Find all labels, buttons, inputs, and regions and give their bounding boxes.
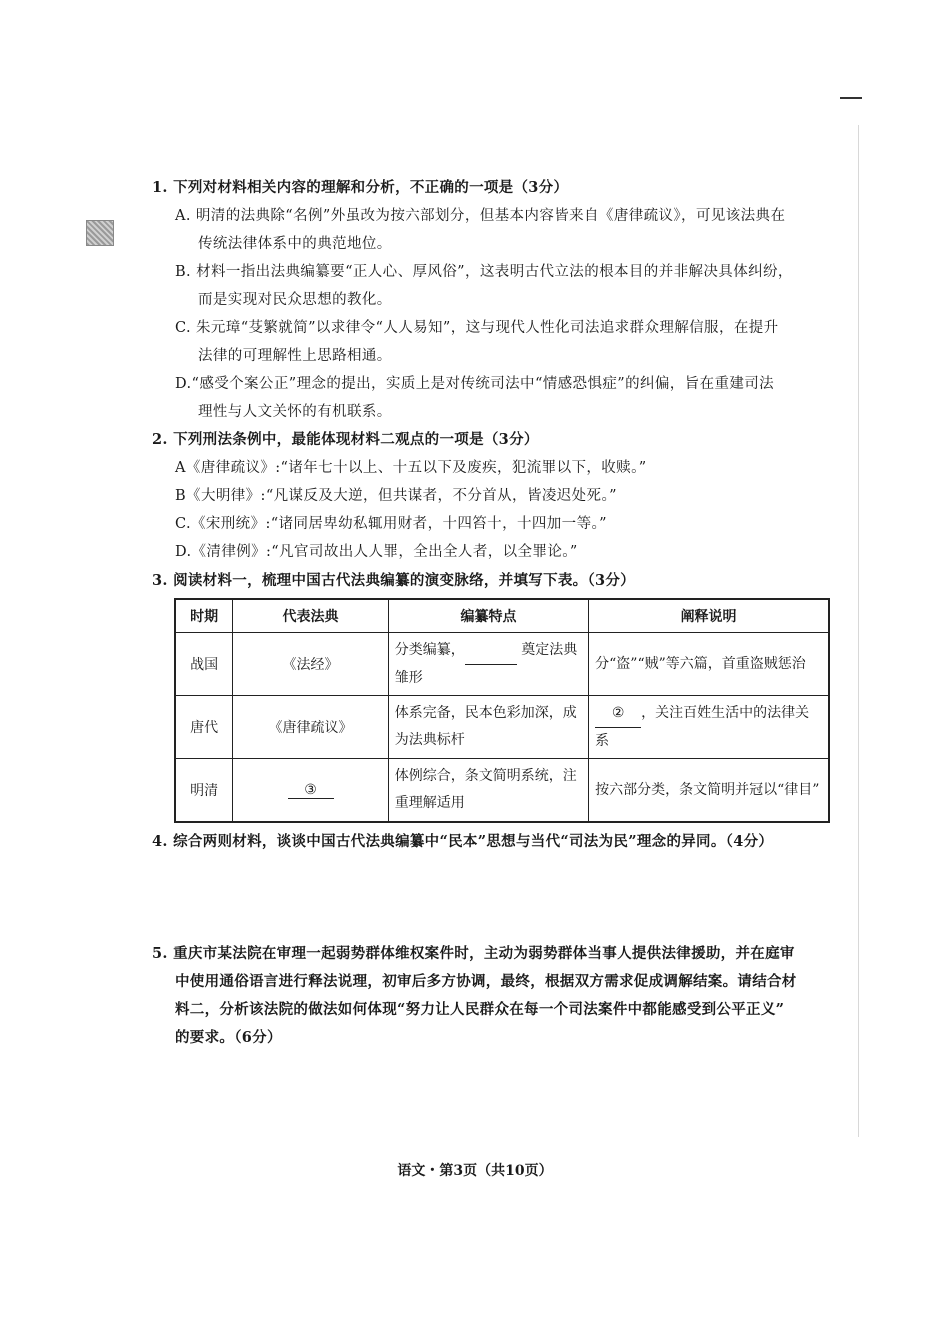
table-header-cell: 编纂特点 [388,599,588,633]
explain-text: ，关注百姓生活中的法律关系 [595,704,810,749]
q1-option-c-line1: C. 朱元璋“芟繁就简”以求律令“人人易知”，这与现代人性化司法追求群众理解信服，在提升 [175,320,779,336]
q1-option-b-line1: B. 材料一指出法典编纂要“正人心、厚风俗”，这表明古代立法的根本目的并非解决具体纠纷， [175,264,793,280]
page-footer: 语文・第3页（共10页） [397,1163,553,1179]
q1-option-b-line2: 而是实现对民众思想的教化。 [198,292,392,308]
q1-option-a-line1: A. 明清的法典除“名例”外虽改为按六部划分，但基本内容皆来自《唐律疏议》，可见该法典在 [175,208,786,224]
feature-cell: 体系完备，民本色彩加深，成为法典标杆 [388,696,588,759]
question-2-stem: 2. 下列刑法条例中，最能体现材料二观点的一项是（3分） [152,431,539,448]
q1-option-c-line2: 法律的可理解性上思路相通。 [198,348,392,364]
code-cell: 《法经》 [233,633,388,696]
q1-option-d-line1: D.“感受个案公正”理念的提出，实质上是对传统司法中“情感恐惧症”的纠偏，旨在重建司法 [175,376,775,392]
explain-cell: 按六部分类，条文简明并冠以“律目” [589,759,829,823]
question-5-line2: 中使用通俗语言进行释法说理，初审后多方协调，最终，根据双方需求促成调解结案。请结合材 [175,973,797,990]
question-5-line1: 5. 重庆市某法院在审理一起弱势群体维权案件时，主动为弱势群体当事人提供法律援助，并在庭审 [152,945,795,962]
table-header-row [175,599,829,633]
corner-crop-mark [840,97,862,99]
question-3-stem: 3. 阅读材料一，梳理中国古代法典编纂的演变脉络，并填写下表。（3分） [152,572,636,589]
explain-cell: 分“盗”“贼”等六篇，首重盗贼惩治 [589,633,829,696]
question-1-stem: 1. 下列对材料相关内容的理解和分析，不正确的一项是（3分） [152,179,569,196]
q1-option-d-line2: 理性与人文关怀的有机联系。 [198,404,392,420]
q2-option-c: C.《宋刑统》:“诸同居卑幼私辄用财者，十四笞十，十四加一等。” [175,516,607,532]
table-row [175,696,829,759]
answer-blank-3: ③ [288,782,334,799]
feature-cell [388,633,588,696]
period-cell: 战国 [175,633,233,696]
feature-text: 分类编纂， [394,641,465,658]
scan-stamp-icon [86,220,114,246]
q2-option-b: B《大明律》:“凡谋反及大逆，但共谋者，不分首从，皆凌迟处死。” [175,488,617,504]
table-header-cell: 时期 [175,599,233,633]
feature-text-cont: 奠定法典雏形 [394,641,578,686]
question-5-line4: 的要求。（6分） [175,1029,282,1046]
code-cell: 《唐律疏议》 [233,696,388,759]
page-edge-line [858,125,859,1137]
law-code-table [174,598,830,823]
table-header-cell: 代表法典 [233,599,388,633]
explain-cell [589,696,829,759]
code-cell [233,759,388,823]
table-row [175,759,829,823]
q2-option-a: A《唐律疏议》:“诸年七十以上、十五以下及废疾，犯流罪以下，收赎。” [175,460,647,476]
table-header-cell: 阐释说明 [589,599,829,633]
q1-option-a-line2: 传统法律体系中的典范地位。 [198,236,392,252]
question-5-line3: 料二，分析该法院的做法如何体现“努力让人民群众在每一个司法案件中都能感受到公平正义” [175,1001,785,1018]
feature-cell: 体例综合，条文简明系统，注重理解适用 [388,759,588,823]
answer-blank-1 [465,637,517,665]
answer-blank-2: ② [595,700,641,728]
table-row [175,633,829,696]
period-cell: 明清 [175,759,233,823]
period-cell: 唐代 [175,696,233,759]
q2-option-d: D.《清律例》:“凡官司故出人人罪，全出全人者，以全罪论。” [175,544,578,560]
question-4-stem: 4. 综合两则材料，谈谈中国古代法典编纂中“民本”思想与当代“司法为民”理念的异同。（4分） [152,833,774,850]
